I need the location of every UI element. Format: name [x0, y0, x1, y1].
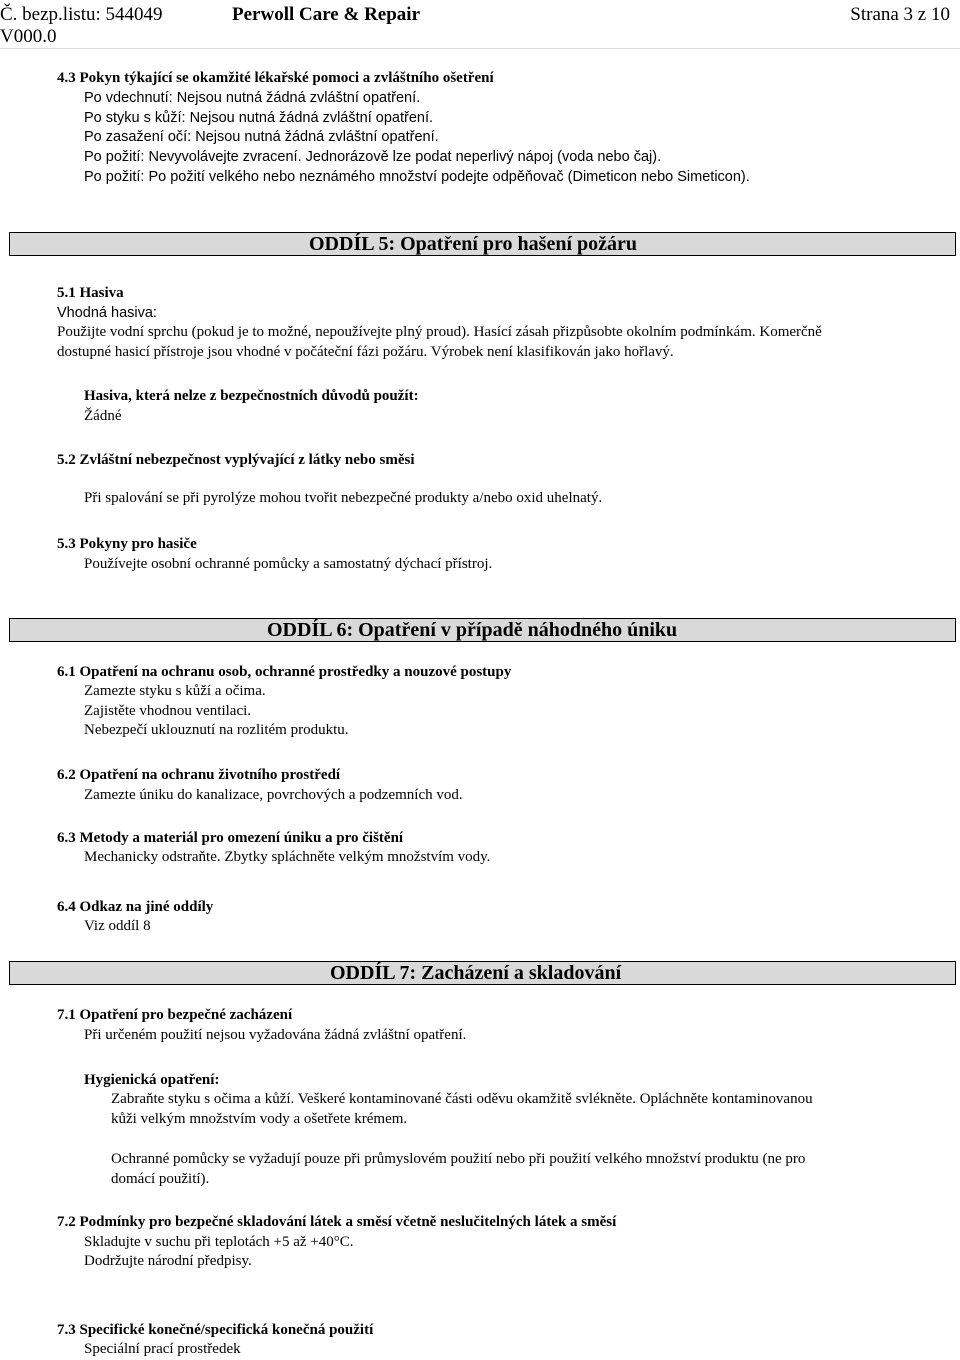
unsuitable-extinguishing-value: Žádné — [84, 408, 122, 424]
page-header — [0, 0, 960, 50]
protective-equipment-text: Ochranné pomůcky se vyžadují pouze při průmyslovém použití nebo při použití velkého množství produktu (ne pro — [111, 1151, 806, 1167]
subsection-heading-6-2: 6.2 Opatření na ochranu životního prostředí — [57, 767, 341, 783]
personal-precaution-item: Zamezte styku s kůží a očima. — [84, 683, 266, 699]
first-aid-eyes: Po zasažení očí: Nejsou nutná žádná zvláštní opatření. — [84, 129, 439, 145]
personal-precaution-item: Zajistěte vhodnou ventilaci. — [84, 703, 252, 719]
subsection-heading-6-3: 6.3 Metody a materiál pro omezení úniku a pro čištění — [57, 830, 404, 846]
protective-equipment-text: domácí použití). — [111, 1171, 210, 1187]
header-divider — [0, 48, 960, 49]
subsection-heading-5-3: 5.3 Pokyny pro hasiče — [57, 536, 197, 552]
section-5-title: ODDÍL 5: Opatření pro hašení požáru — [309, 233, 637, 255]
hygiene-measures-text: kůži velkým množstvím vody a ošetřete krémem. — [111, 1111, 408, 1127]
product-name: Perwoll Care & Repair — [232, 4, 421, 25]
subsection-heading-7-3: 7.3 Specifické konečné/specifická konečná použití — [57, 1322, 374, 1338]
reference-text: Viz oddíl 8 — [84, 918, 151, 934]
subsection-heading-5-2: 5.2 Zvláštní nebezpečnost vyplývající z látky nebo směsi — [57, 452, 415, 468]
storage-condition-item: Dodržujte národní předpisy. — [84, 1253, 252, 1269]
personal-precaution-item: Nebezpečí uklouznutí na rozlitém produktu. — [84, 722, 349, 738]
containment-text: Mechanicky odstraňte. Zbytky spláchněte velkým množstvím vody. — [84, 849, 491, 865]
subsection-heading-5-1: 5.1 Hasiva — [57, 285, 124, 301]
first-aid-ingestion-large: Po požití: Po požití velkého nebo neznámého množství podejte odpěňovač (Dimeticon nebo Simeticon). — [84, 169, 750, 185]
subsection-heading-6-1: 6.1 Opatření na ochranu osob, ochranné prostředky a nouzové postupy — [57, 664, 512, 680]
first-aid-ingestion: Po požití: Nevyvolávejte zvracení. Jednorázově lze podat neperlivý nápoj (voda nebo čaj). — [84, 149, 662, 165]
first-aid-inhalation: Po vdechnutí: Nejsou nutná žádná zvláštní opatření. — [84, 90, 421, 106]
hygiene-measures-text: Zabraňte styku s očima a kůží. Veškeré kontaminované části oděvu okamžitě svlékněte. Opláchněte kontaminovanou — [111, 1091, 813, 1107]
firefighter-advice-text: Používejte osobní ochranné pomůcky a samostatný dýchací přístroj. — [84, 556, 493, 572]
subsection-heading-6-4: 6.4 Odkaz na jiné oddíly — [57, 899, 214, 915]
subsection-heading-4-3: 4.3 Pokyn týkající se okamžité lékařské pomoci a zvláštního ošetření — [57, 70, 494, 86]
suitable-extinguishing-text: dostupné hasicí přístroje jsou vhodné v počáteční fázi požáru. Výrobek není klasifikován jako hořlavý. — [57, 344, 674, 360]
suitable-extinguishing-label: Vhodná hasiva: — [57, 305, 157, 321]
document-version: V000.0 — [0, 26, 57, 47]
storage-condition-item: Skladujte v suchu při teplotách +5 až +40°C. — [84, 1234, 354, 1250]
subsection-heading-7-2: 7.2 Podmínky pro bezpečné skladování látek a směsí včetně neslučitelných látek a směsí — [57, 1214, 617, 1230]
suitable-extinguishing-text: Použijte vodní sprchu (pokud je to možné, nepoužívejte plný proud). Hasící zásah přizpůsobte okolním podmínkám. Komerčně — [57, 324, 822, 340]
document-number: Č. bezp.listu: 544049 — [0, 4, 163, 25]
hygiene-measures-label: Hygienická opatření: — [84, 1072, 220, 1088]
section-7-title: ODDÍL 7: Zacházení a skladování — [330, 962, 622, 984]
environmental-precaution-text: Zamezte úniku do kanalizace, povrchových a podzemních vod. — [84, 787, 463, 803]
page-number: Strana 3 z 10 — [850, 4, 950, 25]
subsection-heading-7-1: 7.1 Opatření pro bezpečné zacházení — [57, 1007, 293, 1023]
first-aid-skin: Po styku s kůží: Nejsou nutná žádná zvláštní opatření. — [84, 110, 433, 126]
safe-handling-text: Při určeném použití nejsou vyžadována žádná zvláštní opatření. — [84, 1027, 467, 1043]
unsuitable-extinguishing-label: Hasiva, která nelze z bezpečnostních důvodů použít: — [84, 388, 419, 404]
section-6-title: ODDÍL 6: Opatření v případě náhodného úniku — [267, 619, 678, 641]
specific-end-use-text: Speciální prací prostředek — [84, 1341, 241, 1357]
special-hazards-text: Při spalování se při pyrolýze mohou tvořit nebezpečné produkty a/nebo oxid uhelnatý. — [84, 490, 603, 506]
